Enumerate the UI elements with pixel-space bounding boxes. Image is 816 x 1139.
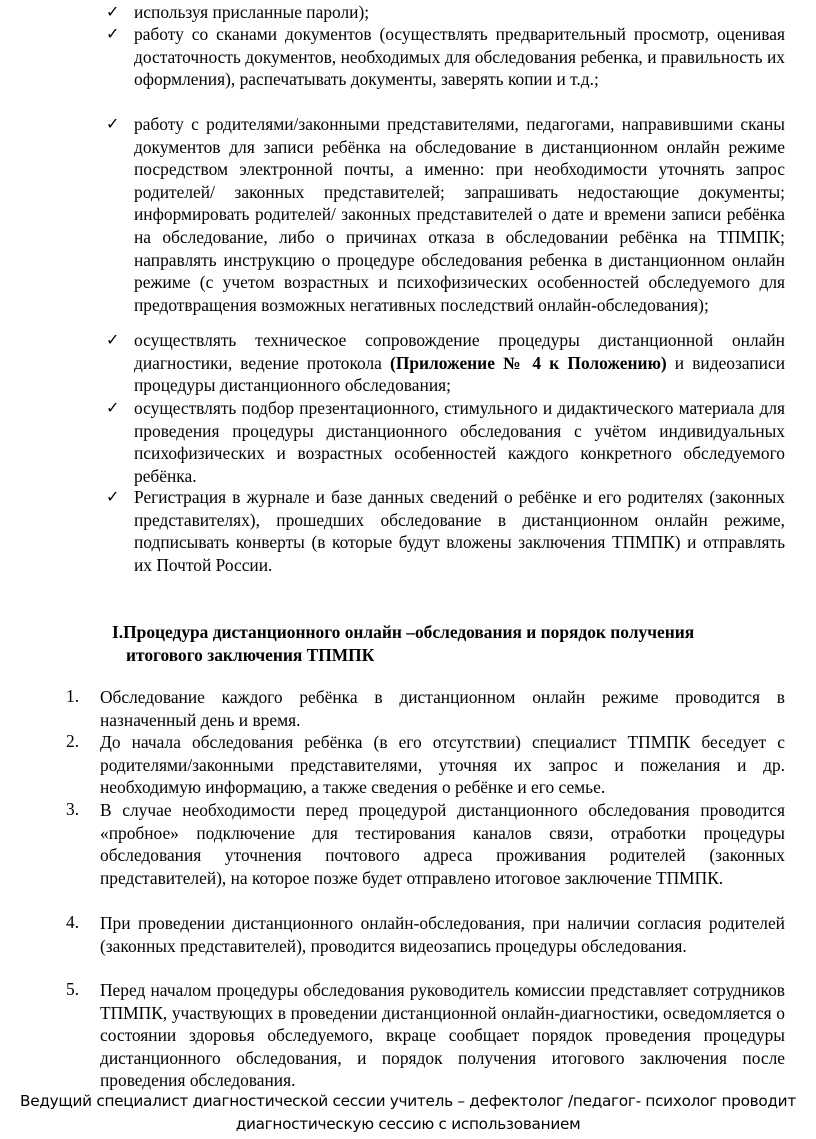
numbered-item: В случае необходимости перед процедурой дистанционного обследования проводится «пробное» подключение для тестирования каналов связи, отработки процедуры обследования уточнения почтового адреса проживания родителей (законных представителей), на которое позже будет отправлено итоговое заключение ТПМПК. [100, 800, 785, 888]
item-text: и видеозаписи процедуры дистанционного обследования; [134, 352, 786, 396]
checklist-item [134, 113, 785, 316]
item-text: осуществлять подбор презентационного, стимульного и дидактического материала для проведения процедуры дистанционного обследования с учётом индивидуальных психофизических и возрастных особенностей каждого конкретного обследуемого ребёнка. [134, 398, 785, 486]
checklist-item [134, 23, 785, 91]
checkmark-icon: ✓ [106, 4, 120, 21]
item-text: осуществлять техническое сопровождение процедуры дистанционной онлайн диагностики, ведение протокола [134, 330, 785, 373]
appendix-reference: (Приложение № 4 к Положению) [390, 352, 667, 373]
checklist-item [134, 1, 785, 24]
list-number: 3. [66, 799, 80, 819]
numbered-item: Перед началом процедуры обследования руководитель комиссии представляет сотрудников ТПМПК, участвующих в проведении дистанционной онлайн-диагностики, осведомляется о состоянии здоровья обследуемого, вкраце сообщает порядок проведения процедуры дистанционного обследования, и порядок получения итогового заключения после проведения обследования. [100, 980, 785, 1091]
list-number: 4. [66, 912, 80, 932]
section-heading [112, 621, 792, 666]
item-text: работу с родителями/законными представителями, педагогами, направившими сканы документов для записи ребёнка на обследование в дистанционном онлайн режиме посредством электронной почты, а именно: при необходимости уточнять запрос родителей/ законных представителей; запрашивать недостающие документы; информировать родителей/ законных представителей о дате и времени записи ребёнка на обследование, либо о причинах отказа в обследовании ребёнка на ТПМПК; направлять инструкцию о процедуре обследования ребенка в дистанционном онлайн режиме (с учетом возрастных и психофизических особенностей обследуемого для предотвращения возможных негативных последствий онлайн-обследования); [134, 114, 785, 315]
list-number: 2. [66, 731, 80, 751]
checklist-item [134, 397, 785, 487]
list-number: 5. [66, 979, 80, 999]
numbered-item: Обследование каждого ребёнка в дистанционном онлайн режиме проводится в назначенный день и время. [100, 687, 785, 730]
heading-line: итогового заключения ТПМПК [126, 644, 375, 665]
footer-line: Ведущий специалист диагностической сессии учитель – дефектолог /педагог- психолог проводит [20, 1092, 796, 1110]
checklist-item [134, 329, 785, 397]
numbered-item: При проведении дистанционного онлайн-обследования, при наличии согласия родителей (законных представителей), проводится видеозапись процедуры обследования. [100, 913, 785, 956]
item-text: Регистрация в журнале и базе данных сведений о ребёнке и его родителях (законных представителях), прошедших обследование в дистанционном онлайн режиме, подписывать конверты (в которые будут вложены заключения ТПМПК) и отправлять их Почтой России. [134, 487, 785, 575]
item-text: используя присланные пароли); [134, 2, 370, 22]
item-text: работу со сканами документов (осуществлять предварительный просмотр, оценивая достаточность документов, необходимых для обследования ребенка, и правильность их оформления), распечатывать документы, заверять копии и т.д.; [134, 24, 785, 90]
checkmark-icon: ✓ [106, 116, 120, 133]
checklist-item [134, 486, 785, 576]
list-number: 1. [66, 686, 80, 706]
numbered-item: До начала обследования ребёнка (в его отсутствии) специалист ТПМПК беседует с родителями/законными представителями, уточняя их запрос и пожелания и др. необходимую информацию, а также сведения о ребёнке и его семье. [100, 732, 785, 798]
checkmark-icon: ✓ [106, 400, 120, 417]
heading-line: I.Процедура дистанционного онлайн –обследования и порядок получения [112, 622, 695, 642]
footer-line: диагностическую сессию с использованием [235, 1115, 581, 1133]
checkmark-icon: ✓ [106, 332, 120, 349]
checkmark-icon: ✓ [106, 489, 120, 506]
checkmark-icon: ✓ [106, 26, 120, 43]
